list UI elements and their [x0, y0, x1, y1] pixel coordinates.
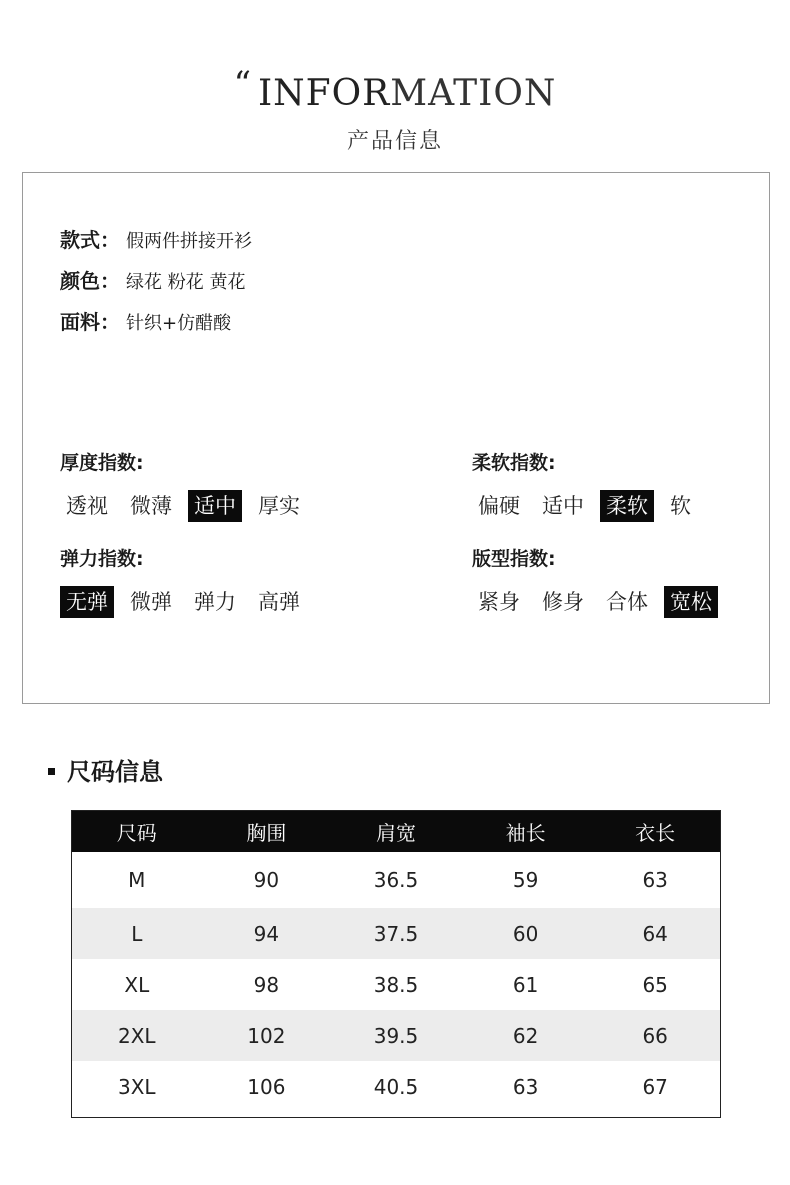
index-options [60, 490, 316, 522]
spec-value: 针织+仿醋酸 [126, 313, 232, 334]
index-option-selected: 宽松 [664, 586, 718, 618]
index-option: 软 [670, 494, 691, 518]
table-cell: 98 [253, 972, 280, 997]
table-header-cell: 尺码 [116, 821, 157, 845]
table-cell: 62 [512, 1023, 539, 1048]
table-row [72, 1061, 720, 1112]
table-row [72, 908, 720, 959]
spec-value: 绿花 粉花 黄花 [126, 272, 246, 293]
index-option: 修身 [542, 590, 584, 614]
index-option: 高弹 [258, 590, 300, 614]
index-option: 微弹 [130, 590, 172, 614]
table-cell: 61 [512, 972, 539, 997]
bullet-square-icon [48, 768, 55, 775]
index-option: 厚实 [258, 494, 300, 518]
index-options [60, 586, 316, 618]
table-header-cell: 胸围 [246, 821, 287, 845]
table-cell: 59 [512, 868, 539, 892]
size-section-title: 尺码信息 [67, 758, 163, 786]
index-label: 版型指数: [472, 548, 556, 570]
quote-mark: “ [233, 64, 252, 104]
table-cell: 60 [512, 921, 539, 946]
spec-key: 颜色： [60, 269, 120, 293]
table-cell: M [128, 868, 146, 892]
index-label: 弹力指数: [60, 548, 144, 570]
table-cell: 64 [642, 921, 668, 946]
table-cell: 65 [642, 972, 668, 997]
table-cell: 90 [253, 868, 280, 892]
table-row [72, 852, 720, 908]
table-header-cell: 肩宽 [375, 821, 416, 845]
index-options [472, 586, 728, 618]
page-subtitle: 产品信息 [346, 129, 443, 154]
info-header [0, 60, 790, 155]
title-part-a: INFOR [257, 73, 391, 114]
table-cell: L [131, 921, 143, 946]
index-option: 微薄 [130, 494, 172, 518]
spec-key: 款式： [60, 228, 120, 252]
index-option-selected: 柔软 [600, 490, 654, 522]
table-cell: 40.5 [373, 1074, 419, 1099]
table-cell: XL [124, 972, 150, 997]
spec-style [60, 228, 252, 254]
table-cell: 36.5 [373, 868, 419, 892]
thickness-index [60, 450, 316, 522]
table-cell: 3XL [118, 1074, 156, 1099]
spec-value: 假两件拼接开衫 [126, 231, 252, 252]
index-options [472, 490, 707, 522]
index-option: 紧身 [478, 590, 520, 614]
table-header-cell: 袖长 [505, 821, 546, 845]
index-option-selected: 适中 [188, 490, 242, 522]
table-cell: 106 [247, 1074, 286, 1099]
elasticity-index [60, 546, 316, 618]
index-option: 偏硬 [478, 494, 520, 518]
table-header-row [72, 811, 720, 852]
table-row [72, 959, 720, 1010]
table-cell: 2XL [118, 1023, 156, 1048]
size-table [71, 810, 721, 1118]
softness-index [472, 450, 707, 522]
table-cell: 66 [642, 1023, 668, 1048]
title-part-b: MATION [390, 73, 557, 114]
page-title [0, 60, 790, 118]
index-option: 透视 [66, 494, 108, 518]
size-section-heading [48, 752, 163, 787]
table-cell: 63 [642, 868, 668, 892]
table-row [72, 1010, 720, 1061]
index-option: 适中 [542, 494, 584, 518]
table-header-cell: 衣长 [635, 821, 676, 845]
table-cell: 102 [247, 1023, 286, 1048]
index-label: 厚度指数: [60, 452, 144, 474]
fit-index [472, 546, 728, 618]
spec-fabric [60, 310, 231, 336]
table-cell: 37.5 [373, 921, 419, 946]
index-option: 弹力 [194, 590, 236, 614]
spec-color [60, 269, 245, 295]
table-cell: 63 [512, 1074, 539, 1099]
index-label: 柔软指数: [472, 452, 556, 474]
spec-key: 面料： [60, 310, 120, 334]
table-cell: 67 [642, 1074, 668, 1099]
index-option-selected: 无弹 [60, 586, 114, 618]
table-cell: 38.5 [373, 972, 419, 997]
table-cell: 39.5 [373, 1023, 419, 1048]
table-cell: 94 [253, 921, 280, 946]
index-option: 合体 [606, 590, 648, 614]
